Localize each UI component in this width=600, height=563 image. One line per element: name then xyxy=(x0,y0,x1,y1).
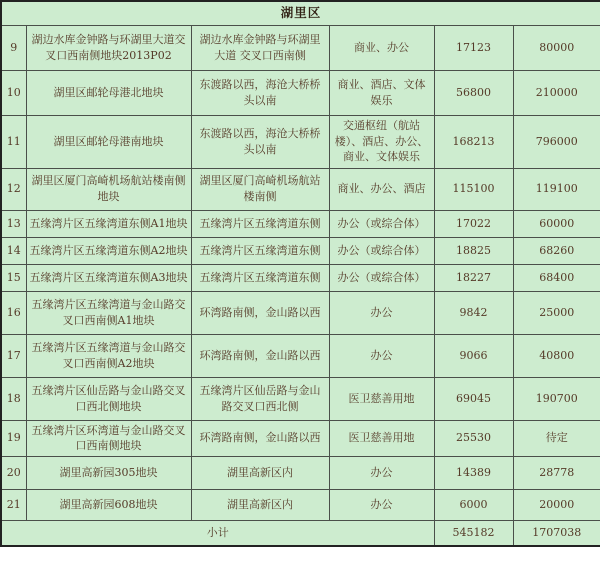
table-row xyxy=(1,457,600,490)
land-area-cell: 18227 xyxy=(434,264,513,291)
parcel-name-cell: 湖里区邮轮母港北地块 xyxy=(26,70,191,115)
location-cell: 湖里区厦门高崎机场航站楼南侧 xyxy=(191,168,329,210)
row-no-cell: 18 xyxy=(1,377,26,420)
land-area-cell: 9066 xyxy=(434,334,513,377)
table-row xyxy=(1,490,600,521)
location-cell: 五缘湾片区五缘湾道东侧 xyxy=(191,210,329,237)
land-use-cell: 办公 xyxy=(329,457,434,490)
building-area-cell: 68260 xyxy=(513,237,600,264)
table-row xyxy=(1,115,600,168)
location-cell: 湖边水库金钟路与环湖里大道 交叉口西南侧 xyxy=(191,25,329,70)
location-cell: 环湾路南侧，金山路以西 xyxy=(191,420,329,457)
location-cell: 东渡路以西，海沧大桥桥头以南 xyxy=(191,115,329,168)
land-area-cell: 56800 xyxy=(434,70,513,115)
location-cell: 环湾路南侧，金山路以西 xyxy=(191,291,329,334)
land-area-cell: 25530 xyxy=(434,420,513,457)
land-use-cell: 办公（或综合体） xyxy=(329,210,434,237)
table-row xyxy=(1,210,600,237)
table-row xyxy=(1,25,600,70)
parcel-name-cell: 五缘湾片区五缘湾道与金山路交叉口西南侧A2地块 xyxy=(26,334,191,377)
parcel-name-cell: 湖里高新园305地块 xyxy=(26,457,191,490)
row-no-cell: 14 xyxy=(1,237,26,264)
parcel-name-cell: 五缘湾片区五缘湾道东侧A2地块 xyxy=(26,237,191,264)
district-header-row xyxy=(1,1,600,25)
building-area-cell: 80000 xyxy=(513,25,600,70)
subtotal-label: 小计 xyxy=(1,521,434,546)
location-cell: 环湾路南侧，金山路以西 xyxy=(191,334,329,377)
parcel-name-cell: 湖边水库金钟路与环湖里大道交叉口西南侧地块2013P02 xyxy=(26,25,191,70)
table-row xyxy=(1,377,600,420)
location-cell: 五缘湾片区五缘湾道东侧 xyxy=(191,264,329,291)
land-use-cell: 商业、办公 xyxy=(329,25,434,70)
building-area-cell: 待定 xyxy=(513,420,600,457)
parcel-name-cell: 湖里高新园608地块 xyxy=(26,490,191,521)
land-use-cell: 办公 xyxy=(329,291,434,334)
parcel-name-cell: 五缘湾片区五缘湾道东侧A1地块 xyxy=(26,210,191,237)
parcel-name-cell: 五缘湾片区五缘湾道与金山路交叉口西南侧A1地块 xyxy=(26,291,191,334)
subtotal-building-area: 1707038 xyxy=(513,521,600,546)
building-area-cell: 20000 xyxy=(513,490,600,521)
row-no-cell: 13 xyxy=(1,210,26,237)
parcel-name-cell: 湖里区邮轮母港南地块 xyxy=(26,115,191,168)
land-use-cell: 交通枢纽（航站楼）、酒店、办公、商业、文体娱乐 xyxy=(329,115,434,168)
table-row xyxy=(1,291,600,334)
building-area-cell: 28778 xyxy=(513,457,600,490)
land-use-cell: 办公（或综合体） xyxy=(329,237,434,264)
row-no-cell: 16 xyxy=(1,291,26,334)
row-no-cell: 10 xyxy=(1,70,26,115)
building-area-cell: 68400 xyxy=(513,264,600,291)
land-area-cell: 14389 xyxy=(434,457,513,490)
parcel-name-cell: 五缘湾片区五缘湾道东侧A3地块 xyxy=(26,264,191,291)
table-row xyxy=(1,264,600,291)
table-row xyxy=(1,168,600,210)
subtotal-land-area: 545182 xyxy=(434,521,513,546)
land-area-cell: 69045 xyxy=(434,377,513,420)
land-area-cell: 6000 xyxy=(434,490,513,521)
table-row xyxy=(1,420,600,457)
land-area-cell: 115100 xyxy=(434,168,513,210)
table-row xyxy=(1,70,600,115)
location-cell: 东渡路以西，海沧大桥桥头以南 xyxy=(191,70,329,115)
building-area-cell: 40800 xyxy=(513,334,600,377)
location-cell: 五缘湾片区仙岳路与金山路交叉口西北侧 xyxy=(191,377,329,420)
subtotal-row xyxy=(1,521,600,546)
table-row xyxy=(1,237,600,264)
row-no-cell: 12 xyxy=(1,168,26,210)
building-area-cell: 210000 xyxy=(513,70,600,115)
row-no-cell: 9 xyxy=(1,25,26,70)
location-cell: 湖里高新区内 xyxy=(191,490,329,521)
building-area-cell: 119100 xyxy=(513,168,600,210)
location-cell: 湖里高新区内 xyxy=(191,457,329,490)
parcel-name-cell: 五缘湾片区仙岳路与金山路交叉口西北侧地块 xyxy=(26,377,191,420)
land-use-cell: 商业、办公、酒店 xyxy=(329,168,434,210)
row-no-cell: 21 xyxy=(1,490,26,521)
land-use-cell: 医卫慈善用地 xyxy=(329,377,434,420)
row-no-cell: 11 xyxy=(1,115,26,168)
building-area-cell: 25000 xyxy=(513,291,600,334)
land-use-cell: 商业、酒店、文体娱乐 xyxy=(329,70,434,115)
land-use-cell: 办公（或综合体） xyxy=(329,264,434,291)
row-no-cell: 20 xyxy=(1,457,26,490)
land-area-cell: 168213 xyxy=(434,115,513,168)
building-area-cell: 60000 xyxy=(513,210,600,237)
location-cell: 五缘湾片区五缘湾道东侧 xyxy=(191,237,329,264)
land-use-cell: 医卫慈善用地 xyxy=(329,420,434,457)
row-no-cell: 19 xyxy=(1,420,26,457)
land-use-cell: 办公 xyxy=(329,490,434,521)
building-area-cell: 796000 xyxy=(513,115,600,168)
land-area-cell: 18825 xyxy=(434,237,513,264)
building-area-cell: 190700 xyxy=(513,377,600,420)
land-area-cell: 17123 xyxy=(434,25,513,70)
parcel-name-cell: 湖里区厦门高崎机场航站楼南侧地块 xyxy=(26,168,191,210)
row-no-cell: 17 xyxy=(1,334,26,377)
parcel-name-cell: 五缘湾片区环湾道与金山路交叉口西南侧地块 xyxy=(26,420,191,457)
land-area-cell: 9842 xyxy=(434,291,513,334)
row-no-cell: 15 xyxy=(1,264,26,291)
district-title: 湖里区 xyxy=(1,1,600,25)
land-use-cell: 办公 xyxy=(329,334,434,377)
land-area-cell: 17022 xyxy=(434,210,513,237)
table-row xyxy=(1,334,600,377)
